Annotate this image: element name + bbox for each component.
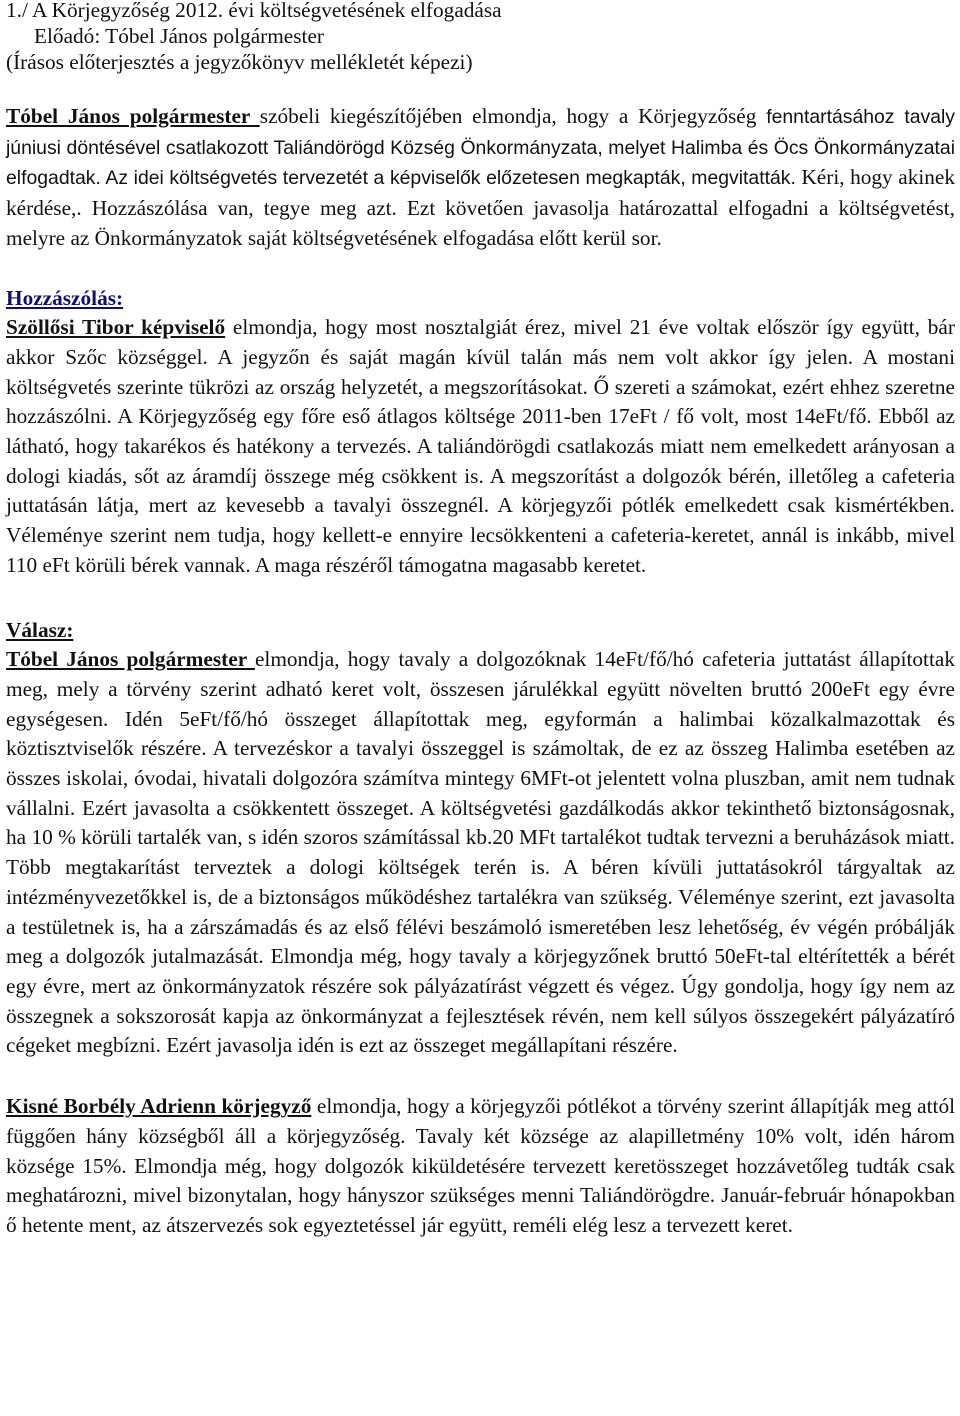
answer-paragraph — [6, 645, 955, 1061]
notary-speaker: Kisné Borbély Adrienn körjegyző — [6, 1094, 312, 1119]
answer-heading — [6, 616, 955, 646]
intro-text-1: szóbeli kiegészítőjében elmondja, hogy a Körjegyzőség — [259, 104, 767, 128]
intro-text-3: Kéri, hogy akinek kérdése,. Hozzászólása van, tegye meg azt. Ezt követően javasolja határozattal elfogadni a költségvetést, melyre az Önkormányzatok saját költségvetésének elfogadása előtt kerül sor. — [6, 165, 956, 250]
answer-speaker: Tóbel János polgármester — [6, 647, 255, 672]
comment-section — [6, 284, 955, 581]
answer-text: elmondja, hogy tavaly a dolgozóknak 14eFt/fő/hó cafeteria juttatást állapítottak meg, mely a törvény szerint adható keret volt, összesen járulékkal együtt növelten bruttó 200eFt egy évre egységesen. Idén 5eFt/fő/hó összeget állapítottak meg, egyformán a halimbai közalkalmazottak és köztisztviselők részére. A tervezéskor a tavalyi összeggel is számoltak, de ez az összeg Halimba esetében az összes iskolai, óvodai, hivatali dolgozóra számítva mintegy 6MFt-ot jelentett volna pluszban, amit nem tudnak vállalni. Ezért javasolta a csökkentett összeget. A költségvetési gazdálkodás akkor tekinthető biztonságosnak, ha 10 % körüli tartalék van, s idén szoros számítással kb.20 MFt tartalékot tudtak tervezni a beruházások miatt. Több megtakarítást terveztek a dologi költségek terén is. A béren kívüli juttatásokról tárgyaltak az intézményvezetőkkel is, de a biztonságos működéshez tartalékra van szükség. Véleménye szerint, ezt javasolta a testületnek is, ha a zárszámadás és az első félévi beszámoló ismeretében lesz lehetőség, év végén próbálják meg a dolgozók jutalmazását. Elmondja még, hogy tavaly a körjegyzőnek bruttó 50eFt-tal eltérítették a bérét egy évre, mert az önkormányzatok részére sok pályázatírást végzett és végez. Úgy gondolja, hogy így nem az összegnek a sokszorosát kapja az önkormányzat a fejlesztések révén, nem kell súlyos összegekért pályázatíró cégeket megbízni. Ezért javasolja idén is ezt az összeget megállapítani részére. — [6, 647, 955, 1058]
attachment-note: (Írásos előterjesztés a jegyzőkönyv mellékletét képezi) — [6, 50, 473, 74]
comment-paragraph — [6, 313, 955, 580]
comment-heading — [6, 284, 955, 314]
agenda-header — [6, 0, 955, 75]
intro-speaker: Tóbel János polgármester — [6, 104, 260, 128]
intro-paragraph — [6, 102, 955, 254]
answer-heading-label: Válasz: — [6, 617, 74, 642]
agenda-title: 1./ A Körjegyzőség 2012. évi költségvetésének elfogadása — [6, 0, 502, 22]
comment-text: elmondja, hogy most nosztalgiát érez, mivel 21 éve voltak először így együtt, bár akkor Szőc községgel. A jegyzőn és saját magán kívül talán más nem volt akkor így jelen. A mostani költségvetés szerinte tükrözi az ország helyzetét, a megszorításokat. Ő szereti a számokat, ezért ehhez szeretne hozzászólni. A Körjegyzőség egy főre eső átlagos költsége 2011-ben 17eFt / fő volt, most 14eFt/fő. Ebből az látható, hogy takarékos és hatékony a tervezés. A taliándörögdi csatlakozás miatt nem emelkedett arányosan a dologi kiadás, sőt az áramdíj összege még csökkent is. A megszorítást a dolgozók bérén, illetőleg a cafeteria juttatásán látja, mert az kevesebb a tavalyi összegnél. A körjegyzői pótlék emelkedett csak kismértékben. Véleménye szerint nem tudja, hogy kellett-e ennyire lecsökkenteni a cafeteria-keretet, annál is inkább, mivel 110 eFt körüli bérek vannak. A maga részéről támogatna magasabb keretet. — [6, 315, 955, 577]
comment-speaker: Szöllősi Tibor képviselő — [6, 315, 226, 340]
intro-text-2: fenntartásához tavaly júniusi döntésével csatlakozott Taliándörögd Község Önkormányzata, melyet Halimba és Öcs Önkormányzatai elfogadtak. Az idei költségvetés tervezetét a képviselők előzetesen megkapták, megvitatták. — [6, 106, 955, 190]
notary-text: elmondja, hogy a körjegyzői pótlékot a törvény szerint állapítják meg attól függően hány községből áll a körjegyzőség. Tavaly két községe az alapilletmény 10% volt, idén három községe 15%. Elmondja még, hogy dolgozók kiküldetésére tervezett keretösszeget hozzávetőleg tudták csak meghatározni, mivel bizonytalan, hogy hányszor szükséges menni Taliándörögdre. Január-február hónapokban ő hetente ment, az átszervezés sok egyeztetéssel jár együtt, reméli elég lesz a tervezett keret. — [6, 1094, 956, 1237]
answer-section — [6, 616, 955, 1062]
comment-heading-label: Hozzászólás: — [6, 285, 124, 310]
notary-paragraph — [6, 1092, 955, 1241]
presenter-line: Előadó: Tóbel János polgármester — [34, 24, 325, 48]
